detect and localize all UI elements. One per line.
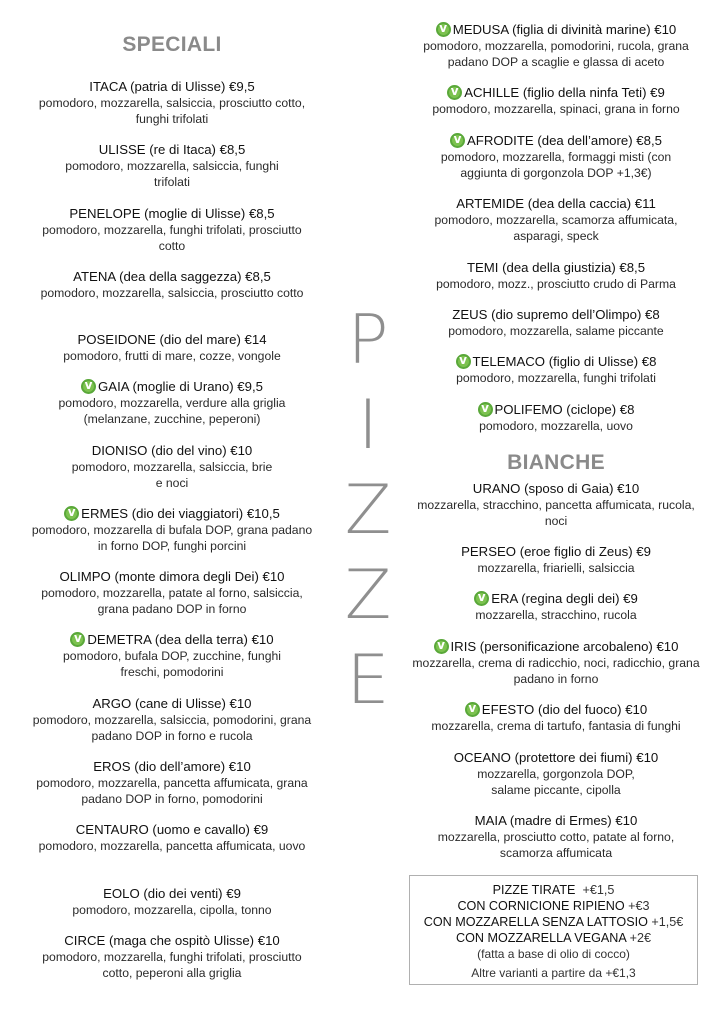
vegetarian-icon — [81, 379, 96, 394]
menu-item: vACHILLE (figlio della ninfa Teti) €9 pomodoro, mozzarella, spinaci, grana in forno — [408, 85, 704, 117]
vegetarian-icon — [70, 632, 85, 647]
vegetarian-icon — [465, 702, 480, 717]
menu-item: ZEUS (dio supremo dell’Olimpo) €8 pomodoro, mozzarella, salame piccante — [448, 307, 664, 338]
extra-senza-lattosio: CON MOZZARELLA SENZA LATTOSIO +1,5€ — [423, 915, 684, 929]
menu-item: vEFESTO (dio del fuoco) €10 mozzarella, crema di tartufo, fantasia di funghi — [408, 702, 704, 734]
vegetarian-icon — [436, 22, 451, 37]
menu-item: OLIMPO (monte dimora degli Dei) €10 pomodoro, mozzarella, patate al forno, salsiccia, grana padano DOP in forno — [41, 569, 303, 616]
vegetarian-icon — [450, 133, 465, 148]
menu-item: vGAIA (moglie di Urano) €9,5 pomodoro, mozzarella, verdure alla griglia (melanzane, zucchine, peperoni) — [28, 379, 316, 427]
section-title-bianche: BIANCHE — [507, 451, 605, 474]
vegetarian-icon — [434, 639, 449, 654]
menu-item: vERMES (dio dei viaggiatori) €10,5 pomodoro, mozzarella di bufala DOP, grana padano in forno DOP, funghi porcini — [28, 506, 316, 554]
extra-varianti: Altre varianti a partire da +€1,3 — [471, 966, 636, 980]
extra-vegana: CON MOZZARELLA VEGANA +2€ — [456, 931, 651, 945]
extra-vegana-note: (fatta a base di olio di cocco) — [477, 947, 630, 961]
vegetarian-icon — [64, 506, 79, 521]
vegetarian-icon — [474, 591, 489, 606]
menu-item: EOLO (dio dei venti) €9 pomodoro, mozzarella, cipolla, tonno — [72, 886, 272, 917]
menu-item: POSEIDONE (dio del mare) €14 pomodoro, frutti di mare, cozze, vongole — [63, 332, 281, 363]
extras-box — [409, 875, 698, 985]
extra-cornicione: CON CORNICIONE RIPIENO +€3 — [457, 899, 650, 913]
menu-item: vAFRODITE (dea dell’amore) €8,5 pomodoro, mozzarella, formaggi misti (con aggiunta di gorgonzola DOP +1,3€) — [408, 133, 704, 181]
menu-item: URANO (sposo di Gaia) €10 mozzarella, stracchino, pancetta affumicata, rucola, noci — [417, 481, 695, 528]
section-title-speciali: SPECIALI — [122, 33, 222, 56]
vegetarian-icon — [478, 402, 493, 417]
menu-item: OCEANO (protettore dei fiumi) €10 mozzarella, gorgonzola DOP, salame piccante, cipolla — [453, 750, 659, 797]
menu-item: PENELOPE (moglie di Ulisse) €8,5 pomodoro, mozzarella, funghi trifolati, prosciutto cotto — [42, 206, 302, 253]
menu-item: EROS (dio dell’amore) €10 pomodoro, mozzarella, pancetta affumicata, grana padano DOP in forno, pomodorini — [36, 759, 308, 806]
vegetarian-icon — [447, 85, 462, 100]
menu-item: vIRIS (personificazione arcobaleno) €10 mozzarella, crema di radicchio, noci, radicchio, grana padano in forno — [408, 639, 704, 687]
menu-item: vMEDUSA (figlia di divinità marine) €10 pomodoro, mozzarella, pomodorini, rucola, grana padano DOP a scaglie e glassa di aceto — [408, 22, 704, 70]
menu-item: ULISSE (re di Itaca) €8,5 pomodoro, mozzarella, salsiccia, funghi trifolati — [65, 142, 279, 189]
vegetarian-icon — [456, 354, 471, 369]
menu-item: DIONISO (dio del vino) €10 pomodoro, mozzarella, salsiccia, brie e noci — [71, 443, 273, 490]
menu-item: ATENA (dea della saggezza) €8,5 pomodoro, mozzarella, salsiccia, prosciutto cotto — [40, 269, 304, 300]
menu-item: vDEMETRA (dea della terra) €10 pomodoro, bufala DOP, zucchine, funghi freschi, pomodorini — [28, 632, 316, 680]
pizze-vertical-title: P I Z Z E — [344, 301, 392, 720]
menu-item: vPOLIFEMO (ciclope) €8 pomodoro, mozzarella, uovo — [408, 402, 704, 434]
menu-item: vTELEMACO (figlio di Ulisse) €8 pomodoro, mozzarella, funghi trifolati — [408, 354, 704, 386]
menu-item: PERSEO (eroe figlio di Zeus) €9 mozzarella, friarielli, salsiccia — [461, 544, 651, 575]
menu-item: CIRCE (maga che ospitò Ulisse) €10 pomodoro, mozzarella, funghi trifolati, prosciutto cotto, peperoni alla griglia — [42, 933, 302, 980]
menu-item: TEMI (dea della giustizia) €8,5 pomodoro, mozz., prosciutto crudo di Parma — [436, 260, 676, 291]
menu-item: CENTAURO (uomo e cavallo) €9 pomodoro, mozzarella, pancetta affumicata, uovo — [38, 822, 306, 853]
extra-tirate: PIZZE TIRATE +€1,5 — [492, 883, 615, 897]
menu-item: ARTEMIDE (dea della caccia) €11 pomodoro, mozzarella, scamorza affumicata, asparagi, speck — [434, 196, 678, 243]
menu-item: ITACA (patria di Ulisse) €9,5 pomodoro, mozzarella, salsiccia, prosciutto cotto, funghi trifolati — [38, 79, 306, 126]
menu-item: ARGO (cane di Ulisse) €10 pomodoro, mozzarella, salsiccia, pomodorini, grana padano DOP in forno e rucola — [32, 696, 312, 743]
menu-item: MAIA (madre di Ermes) €10 mozzarella, prosciutto cotto, patate al forno, scamorza affumicata — [437, 813, 675, 860]
menu-item: vERA (regina degli dei) €9 mozzarella, stracchino, rucola — [408, 591, 704, 623]
